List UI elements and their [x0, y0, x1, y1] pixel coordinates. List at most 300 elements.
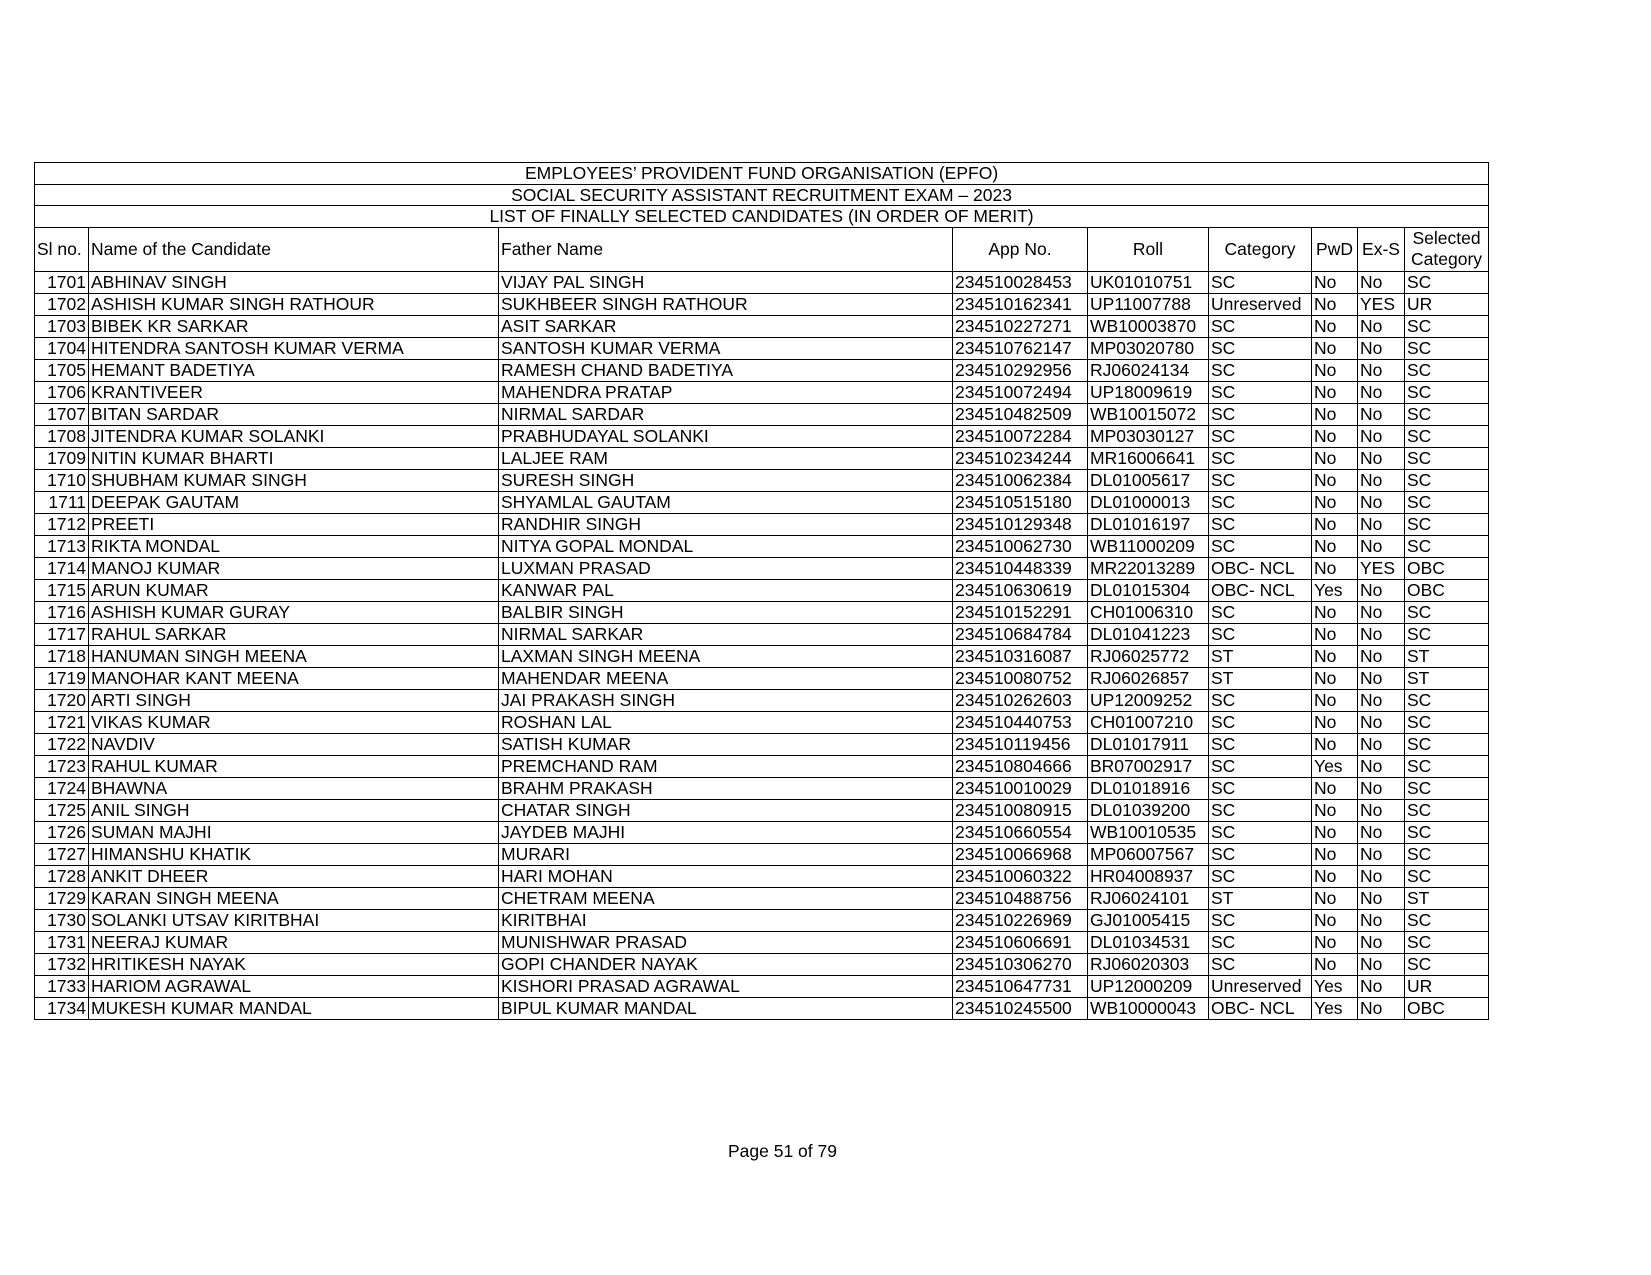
- cell-app: 234510306270: [953, 953, 1088, 975]
- cell-father: NIRMAL SARKAR: [499, 623, 953, 645]
- cell-roll: DL01039200: [1088, 799, 1209, 821]
- cell-name: MANOHAR KANT MEENA: [89, 667, 499, 689]
- table-row: [35, 381, 1489, 403]
- cell-category: SC: [1209, 799, 1312, 821]
- cell-category: ST: [1209, 645, 1312, 667]
- cell-selected: SC: [1405, 865, 1489, 887]
- cell-category: SC: [1209, 821, 1312, 843]
- cell-pwd: No: [1312, 359, 1358, 381]
- cell-name: MUKESH KUMAR MANDAL: [89, 997, 499, 1019]
- cell-sl: 1724: [35, 777, 89, 799]
- cell-pwd: No: [1312, 821, 1358, 843]
- cell-exs: No: [1358, 909, 1405, 931]
- cell-roll: RJ06020303: [1088, 953, 1209, 975]
- cell-selected: SC: [1405, 403, 1489, 425]
- cell-selected: OBC: [1405, 997, 1489, 1019]
- cell-pwd: No: [1312, 667, 1358, 689]
- cell-category: SC: [1209, 843, 1312, 865]
- cell-pwd: No: [1312, 909, 1358, 931]
- table-row: [35, 601, 1489, 623]
- cell-name: SOLANKI UTSAV KIRITBHAI: [89, 909, 499, 931]
- table-row: [35, 513, 1489, 535]
- cell-category: SC: [1209, 469, 1312, 491]
- cell-selected: SC: [1405, 623, 1489, 645]
- cell-roll: UP12000209: [1088, 975, 1209, 997]
- table-row: [35, 667, 1489, 689]
- table-header-row: [35, 227, 1489, 271]
- cell-selected: SC: [1405, 425, 1489, 447]
- table-row: [35, 733, 1489, 755]
- cell-name: KRANTIVEER: [89, 381, 499, 403]
- cell-pwd: No: [1312, 447, 1358, 469]
- table-row: [35, 887, 1489, 909]
- cell-father: LUXMAN PRASAD: [499, 557, 953, 579]
- cell-father: CHETRAM MEENA: [499, 887, 953, 909]
- table-row: [35, 337, 1489, 359]
- cell-roll: DL01015304: [1088, 579, 1209, 601]
- cell-roll: MP03030127: [1088, 425, 1209, 447]
- cell-app: 234510010029: [953, 777, 1088, 799]
- cell-roll: GJ01005415: [1088, 909, 1209, 931]
- cell-app: 234510062730: [953, 535, 1088, 557]
- cell-roll: UP12009252: [1088, 689, 1209, 711]
- cell-name: HANUMAN SINGH MEENA: [89, 645, 499, 667]
- cell-category: SC: [1209, 777, 1312, 799]
- cell-name: JITENDRA KUMAR SOLANKI: [89, 425, 499, 447]
- cell-exs: No: [1358, 821, 1405, 843]
- cell-selected: SC: [1405, 843, 1489, 865]
- cell-category: ST: [1209, 667, 1312, 689]
- cell-app: 234510684784: [953, 623, 1088, 645]
- cell-app: 234510660554: [953, 821, 1088, 843]
- cell-sl: 1734: [35, 997, 89, 1019]
- cell-name: RAHUL SARKAR: [89, 623, 499, 645]
- cell-category: SC: [1209, 711, 1312, 733]
- cell-exs: No: [1358, 667, 1405, 689]
- cell-selected: SC: [1405, 271, 1489, 293]
- cell-roll: DL01041223: [1088, 623, 1209, 645]
- cell-exs: No: [1358, 645, 1405, 667]
- cell-pwd: No: [1312, 689, 1358, 711]
- cell-category: SC: [1209, 513, 1312, 535]
- cell-exs: No: [1358, 601, 1405, 623]
- cell-exs: No: [1358, 271, 1405, 293]
- cell-pwd: Yes: [1312, 975, 1358, 997]
- cell-selected: ST: [1405, 887, 1489, 909]
- cell-name: BITAN SARDAR: [89, 403, 499, 425]
- page-number: Page 51 of 79: [728, 1141, 837, 1161]
- cell-selected: ST: [1405, 667, 1489, 689]
- cell-pwd: No: [1312, 711, 1358, 733]
- cell-selected: SC: [1405, 535, 1489, 557]
- cell-selected: SC: [1405, 315, 1489, 337]
- cell-category: SC: [1209, 425, 1312, 447]
- table-row: [35, 557, 1489, 579]
- cell-category: SC: [1209, 271, 1312, 293]
- cell-pwd: No: [1312, 293, 1358, 315]
- cell-sl: 1727: [35, 843, 89, 865]
- cell-name: VIKAS KUMAR: [89, 711, 499, 733]
- cell-selected: ST: [1405, 645, 1489, 667]
- cell-father: SANTOSH KUMAR VERMA: [499, 337, 953, 359]
- cell-sl: 1718: [35, 645, 89, 667]
- merit-list-table: [34, 162, 1489, 1020]
- cell-exs: No: [1358, 865, 1405, 887]
- cell-category: SC: [1209, 733, 1312, 755]
- cell-selected: OBC: [1405, 557, 1489, 579]
- list-title: LIST OF FINALLY SELECTED CANDIDATES (IN ORDER OF MERIT): [35, 206, 1489, 228]
- cell-pwd: No: [1312, 799, 1358, 821]
- cell-roll: BR07002917: [1088, 755, 1209, 777]
- cell-selected: UR: [1405, 293, 1489, 315]
- cell-sl: 1732: [35, 953, 89, 975]
- cell-selected: SC: [1405, 689, 1489, 711]
- table-row: [35, 623, 1489, 645]
- cell-pwd: No: [1312, 557, 1358, 579]
- cell-name: MANOJ KUMAR: [89, 557, 499, 579]
- cell-roll: MP03020780: [1088, 337, 1209, 359]
- cell-exs: No: [1358, 843, 1405, 865]
- cell-father: JAI PRAKASH SINGH: [499, 689, 953, 711]
- cell-sl: 1733: [35, 975, 89, 997]
- cell-roll: DL01018916: [1088, 777, 1209, 799]
- cell-sl: 1725: [35, 799, 89, 821]
- cell-roll: RJ06024101: [1088, 887, 1209, 909]
- cell-name: ASHISH KUMAR GURAY: [89, 601, 499, 623]
- cell-exs: No: [1358, 689, 1405, 711]
- cell-selected: SC: [1405, 469, 1489, 491]
- cell-selected: SC: [1405, 821, 1489, 843]
- cell-category: SC: [1209, 931, 1312, 953]
- cell-app: 234510227271: [953, 315, 1088, 337]
- cell-pwd: No: [1312, 777, 1358, 799]
- cell-category: SC: [1209, 623, 1312, 645]
- cell-father: HARI MOHAN: [499, 865, 953, 887]
- cell-category: OBC- NCL: [1209, 579, 1312, 601]
- cell-pwd: No: [1312, 535, 1358, 557]
- cell-pwd: No: [1312, 513, 1358, 535]
- cell-category: SC: [1209, 337, 1312, 359]
- cell-name: RAHUL KUMAR: [89, 755, 499, 777]
- table-row: [35, 425, 1489, 447]
- cell-name: ASHISH KUMAR SINGH RATHOUR: [89, 293, 499, 315]
- cell-selected: SC: [1405, 513, 1489, 535]
- org-title: EMPLOYEES’ PROVIDENT FUND ORGANISATION (EPFO): [35, 163, 1489, 185]
- cell-pwd: No: [1312, 337, 1358, 359]
- table-row: [35, 403, 1489, 425]
- cell-category: OBC- NCL: [1209, 557, 1312, 579]
- cell-category: Unreserved: [1209, 975, 1312, 997]
- cell-sl: 1707: [35, 403, 89, 425]
- cell-selected: SC: [1405, 909, 1489, 931]
- cell-pwd: No: [1312, 601, 1358, 623]
- cell-app: 234510804666: [953, 755, 1088, 777]
- cell-selected: SC: [1405, 799, 1489, 821]
- cell-name: HARIOM AGRAWAL: [89, 975, 499, 997]
- cell-exs: No: [1358, 975, 1405, 997]
- cell-app: 234510515180: [953, 491, 1088, 513]
- cell-exs: No: [1358, 425, 1405, 447]
- cell-father: SURESH SINGH: [499, 469, 953, 491]
- col-header-selected: Selected Category: [1405, 227, 1489, 271]
- cell-sl: 1712: [35, 513, 89, 535]
- cell-selected: SC: [1405, 711, 1489, 733]
- cell-name: NAVDIV: [89, 733, 499, 755]
- cell-exs: No: [1358, 997, 1405, 1019]
- cell-name: NITIN KUMAR BHARTI: [89, 447, 499, 469]
- cell-father: RAMESH CHAND BADETIYA: [499, 359, 953, 381]
- cell-roll: RJ06024134: [1088, 359, 1209, 381]
- cell-exs: YES: [1358, 293, 1405, 315]
- cell-roll: WB10003870: [1088, 315, 1209, 337]
- cell-roll: DL01000013: [1088, 491, 1209, 513]
- cell-father: BIPUL KUMAR MANDAL: [499, 997, 953, 1019]
- cell-sl: 1726: [35, 821, 89, 843]
- cell-app: 234510080752: [953, 667, 1088, 689]
- cell-app: 234510440753: [953, 711, 1088, 733]
- cell-category: SC: [1209, 447, 1312, 469]
- cell-father: NIRMAL SARDAR: [499, 403, 953, 425]
- cell-roll: DL01005617: [1088, 469, 1209, 491]
- cell-father: CHATAR SINGH: [499, 799, 953, 821]
- cell-pwd: No: [1312, 645, 1358, 667]
- cell-father: ASIT SARKAR: [499, 315, 953, 337]
- table-row: [35, 799, 1489, 821]
- cell-name: SUMAN MAJHI: [89, 821, 499, 843]
- cell-roll: CH01006310: [1088, 601, 1209, 623]
- cell-name: SHUBHAM KUMAR SINGH: [89, 469, 499, 491]
- cell-roll: MP06007567: [1088, 843, 1209, 865]
- cell-sl: 1709: [35, 447, 89, 469]
- cell-pwd: No: [1312, 843, 1358, 865]
- cell-app: 234510060322: [953, 865, 1088, 887]
- cell-selected: SC: [1405, 491, 1489, 513]
- cell-app: 234510119456: [953, 733, 1088, 755]
- cell-name: PREETI: [89, 513, 499, 535]
- cell-exs: No: [1358, 755, 1405, 777]
- cell-exs: No: [1358, 535, 1405, 557]
- col-header-sl: Sl no.: [35, 227, 89, 271]
- cell-pwd: No: [1312, 491, 1358, 513]
- cell-selected: UR: [1405, 975, 1489, 997]
- cell-name: RIKTA MONDAL: [89, 535, 499, 557]
- cell-roll: CH01007210: [1088, 711, 1209, 733]
- merit-list-sheet: [34, 162, 1488, 1020]
- cell-app: 234510129348: [953, 513, 1088, 535]
- cell-sl: 1730: [35, 909, 89, 931]
- cell-app: 234510482509: [953, 403, 1088, 425]
- cell-sl: 1729: [35, 887, 89, 909]
- cell-selected: SC: [1405, 337, 1489, 359]
- cell-name: ARTI SINGH: [89, 689, 499, 711]
- cell-category: SC: [1209, 953, 1312, 975]
- cell-exs: No: [1358, 337, 1405, 359]
- cell-sl: 1728: [35, 865, 89, 887]
- cell-roll: UP11007788: [1088, 293, 1209, 315]
- cell-father: ROSHAN LAL: [499, 711, 953, 733]
- cell-category: SC: [1209, 909, 1312, 931]
- cell-category: SC: [1209, 535, 1312, 557]
- table-row: [35, 997, 1489, 1019]
- cell-father: KIRITBHAI: [499, 909, 953, 931]
- cell-category: SC: [1209, 755, 1312, 777]
- cell-name: ARUN KUMAR: [89, 579, 499, 601]
- cell-exs: No: [1358, 447, 1405, 469]
- cell-roll: DL01016197: [1088, 513, 1209, 535]
- cell-father: SUKHBEER SINGH RATHOUR: [499, 293, 953, 315]
- cell-sl: 1711: [35, 491, 89, 513]
- cell-sl: 1723: [35, 755, 89, 777]
- cell-app: 234510448339: [953, 557, 1088, 579]
- table-row: [35, 711, 1489, 733]
- table-row: [35, 689, 1489, 711]
- cell-roll: DL01034531: [1088, 931, 1209, 953]
- cell-category: Unreserved: [1209, 293, 1312, 315]
- cell-father: MAHENDRA PRATAP: [499, 381, 953, 403]
- cell-exs: No: [1358, 403, 1405, 425]
- cell-exs: No: [1358, 799, 1405, 821]
- cell-app: 234510762147: [953, 337, 1088, 359]
- cell-roll: WB10015072: [1088, 403, 1209, 425]
- cell-app: 234510062384: [953, 469, 1088, 491]
- cell-app: 234510606691: [953, 931, 1088, 953]
- cell-exs: No: [1358, 579, 1405, 601]
- cell-pwd: No: [1312, 953, 1358, 975]
- cell-pwd: No: [1312, 865, 1358, 887]
- cell-exs: No: [1358, 953, 1405, 975]
- cell-app: 234510647731: [953, 975, 1088, 997]
- cell-sl: 1706: [35, 381, 89, 403]
- table-row: [35, 931, 1489, 953]
- table-row: [35, 777, 1489, 799]
- cell-selected: SC: [1405, 733, 1489, 755]
- cell-father: MURARI: [499, 843, 953, 865]
- col-header-app: App No.: [953, 227, 1088, 271]
- cell-father: PREMCHAND RAM: [499, 755, 953, 777]
- cell-name: ANKIT DHEER: [89, 865, 499, 887]
- cell-category: SC: [1209, 689, 1312, 711]
- cell-sl: 1717: [35, 623, 89, 645]
- cell-app: 234510162341: [953, 293, 1088, 315]
- cell-app: 234510292956: [953, 359, 1088, 381]
- cell-pwd: No: [1312, 381, 1358, 403]
- cell-app: 234510234244: [953, 447, 1088, 469]
- cell-father: SATISH KUMAR: [499, 733, 953, 755]
- cell-category: SC: [1209, 315, 1312, 337]
- cell-exs: No: [1358, 513, 1405, 535]
- cell-exs: No: [1358, 931, 1405, 953]
- table-row: [35, 491, 1489, 513]
- cell-pwd: Yes: [1312, 579, 1358, 601]
- table-row: [35, 359, 1489, 381]
- cell-sl: 1715: [35, 579, 89, 601]
- cell-father: KISHORI PRASAD AGRAWAL: [499, 975, 953, 997]
- table-row: [35, 755, 1489, 777]
- cell-exs: No: [1358, 315, 1405, 337]
- cell-app: 234510080915: [953, 799, 1088, 821]
- cell-category: SC: [1209, 865, 1312, 887]
- cell-father: SHYAMLAL GAUTAM: [499, 491, 953, 513]
- cell-sl: 1710: [35, 469, 89, 491]
- cell-selected: SC: [1405, 953, 1489, 975]
- cell-name: BIBEK KR SARKAR: [89, 315, 499, 337]
- cell-father: JAYDEB MAJHI: [499, 821, 953, 843]
- cell-app: 234510316087: [953, 645, 1088, 667]
- cell-sl: 1722: [35, 733, 89, 755]
- cell-exs: No: [1358, 359, 1405, 381]
- cell-pwd: No: [1312, 931, 1358, 953]
- cell-name: DEEPAK GAUTAM: [89, 491, 499, 513]
- cell-app: 234510072494: [953, 381, 1088, 403]
- cell-sl: 1703: [35, 315, 89, 337]
- cell-exs: No: [1358, 469, 1405, 491]
- cell-app: 234510630619: [953, 579, 1088, 601]
- cell-roll: UP18009619: [1088, 381, 1209, 403]
- cell-name: ANIL SINGH: [89, 799, 499, 821]
- cell-name: HIMANSHU KHATIK: [89, 843, 499, 865]
- cell-exs: No: [1358, 491, 1405, 513]
- cell-sl: 1701: [35, 271, 89, 293]
- table-row: [35, 909, 1489, 931]
- table-row: [35, 293, 1489, 315]
- cell-sl: 1713: [35, 535, 89, 557]
- cell-exs: YES: [1358, 557, 1405, 579]
- table-row: [35, 579, 1489, 601]
- col-header-roll: Roll: [1088, 227, 1209, 271]
- cell-roll: HR04008937: [1088, 865, 1209, 887]
- col-header-category: Category: [1209, 227, 1312, 271]
- cell-father: MAHENDAR MEENA: [499, 667, 953, 689]
- cell-sl: 1708: [35, 425, 89, 447]
- cell-pwd: No: [1312, 469, 1358, 491]
- cell-father: BRAHM PRAKASH: [499, 777, 953, 799]
- col-header-pwd: PwD: [1312, 227, 1358, 271]
- cell-selected: SC: [1405, 777, 1489, 799]
- cell-selected: SC: [1405, 931, 1489, 953]
- cell-father: PRABHUDAYAL SOLANKI: [499, 425, 953, 447]
- cell-father: RANDHIR SINGH: [499, 513, 953, 535]
- cell-sl: 1719: [35, 667, 89, 689]
- table-row: [35, 975, 1489, 997]
- cell-name: BHAWNA: [89, 777, 499, 799]
- cell-roll: RJ06026857: [1088, 667, 1209, 689]
- exam-title: SOCIAL SECURITY ASSISTANT RECRUITMENT EXAM – 2023: [35, 184, 1489, 206]
- cell-father: LAXMAN SINGH MEENA: [499, 645, 953, 667]
- cell-father: BALBIR SINGH: [499, 601, 953, 623]
- cell-category: ST: [1209, 887, 1312, 909]
- col-header-father: Father Name: [499, 227, 953, 271]
- cell-category: SC: [1209, 601, 1312, 623]
- cell-app: 234510066968: [953, 843, 1088, 865]
- table-row: [35, 315, 1489, 337]
- cell-sl: 1704: [35, 337, 89, 359]
- cell-pwd: No: [1312, 403, 1358, 425]
- cell-selected: SC: [1405, 601, 1489, 623]
- table-row: [35, 821, 1489, 843]
- cell-selected: SC: [1405, 447, 1489, 469]
- cell-app: 234510152291: [953, 601, 1088, 623]
- cell-name: HRITIKESH NAYAK: [89, 953, 499, 975]
- cell-roll: RJ06025772: [1088, 645, 1209, 667]
- cell-selected: SC: [1405, 381, 1489, 403]
- cell-selected: OBC: [1405, 579, 1489, 601]
- cell-sl: 1720: [35, 689, 89, 711]
- cell-roll: WB10000043: [1088, 997, 1209, 1019]
- cell-selected: SC: [1405, 359, 1489, 381]
- cell-roll: WB11000209: [1088, 535, 1209, 557]
- table-row: [35, 865, 1489, 887]
- cell-name: HEMANT BADETIYA: [89, 359, 499, 381]
